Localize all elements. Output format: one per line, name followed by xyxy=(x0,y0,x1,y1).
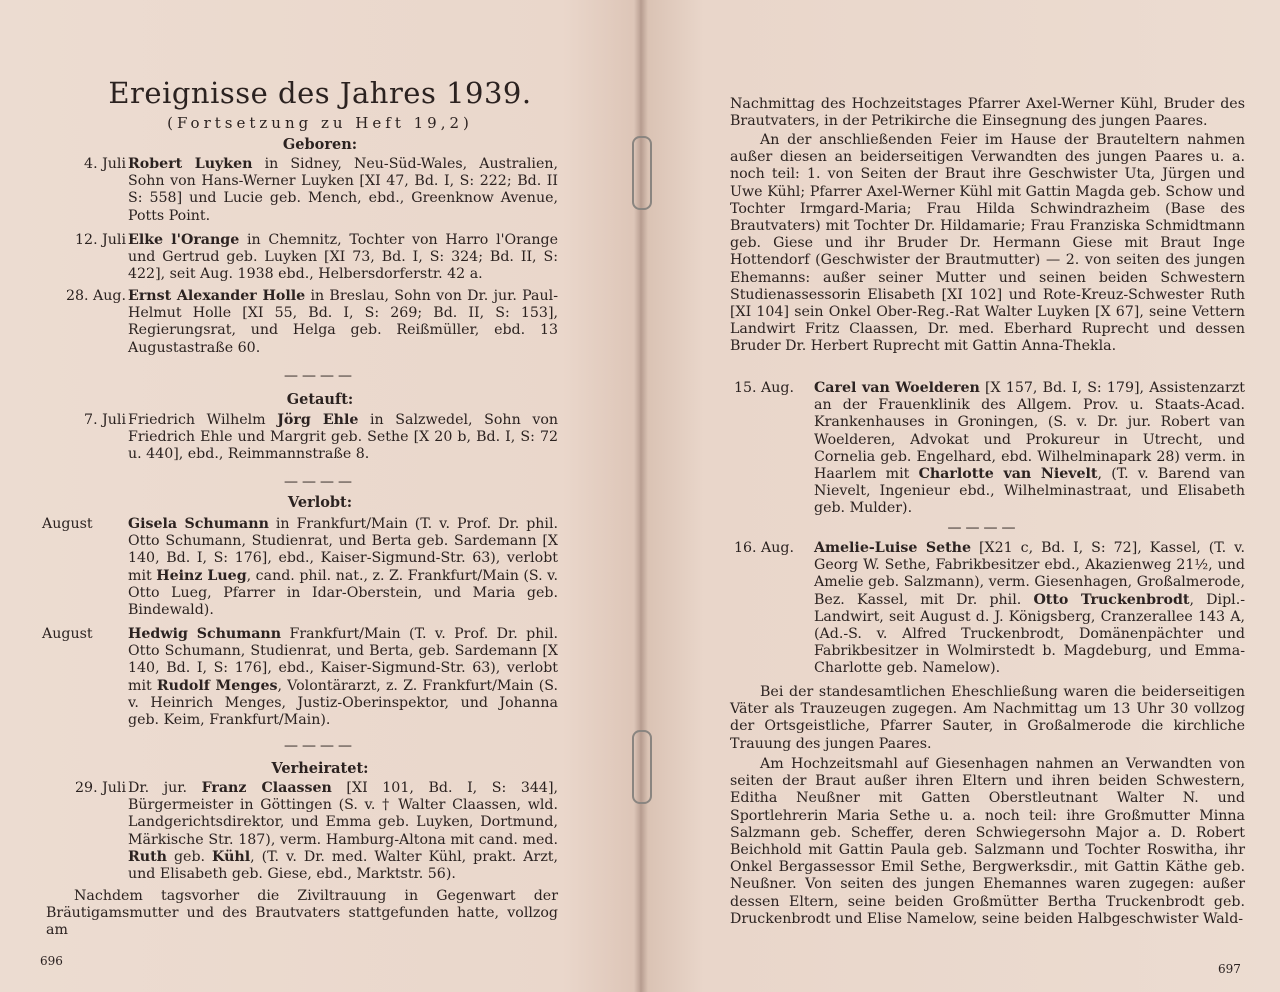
entry-name: Jörg Ehle xyxy=(277,412,359,428)
entry-birth-robert-luyken xyxy=(36,156,558,225)
entry-date: 16. Aug. xyxy=(733,540,794,556)
entry-name-partner: Rudolf Menges xyxy=(156,677,278,694)
entry-text-partner: , (T. v. Dr. med. Walter Kühl, prakt. Arzt, und Elisabeth geb. Giese, ebd., Marktstr. 56). xyxy=(128,848,559,883)
entry-name: Hedwig Schumann xyxy=(128,626,282,642)
page-number-left: 696 xyxy=(40,954,63,968)
entry-text: [X 157, Bd. I, S: 179], Assistenzarzt an der Frauenklinik des Allgem. Prov. u. Staats-Acad. Krankenhauses in Groningen, (S. v. Dr. jur. Robert van Woelderen, Advokat und Prokureur in Utrecht, und Cornelia geb. Engelhard, ebd. Wilhelminapark 28) verm. in Haarlem mit xyxy=(814,380,1245,483)
page-number-right: 697 xyxy=(1218,962,1241,976)
section-divider: ———— xyxy=(284,738,356,754)
paragraph-church-blessing: Nachmittag des Hochzeitstages Pfarrer Axel-Werner Kühl, Bruder des Brautvaters, in der Petrikirche die Einsegnung des jungen Paares. xyxy=(730,96,1245,130)
entry-prefix: Friedrich Wilhelm xyxy=(128,412,278,428)
closing-paragraph: Nachdem tagsvorher die Ziviltrauung in Gegenwart der Bräutigamsmutter und des Brautvaters stattgefunden hatte, vollzog am xyxy=(46,888,558,939)
entry-name: Franz Claassen xyxy=(201,780,332,796)
entry-name: Carel van Woelderen xyxy=(814,380,980,396)
entry-text: in Chemnitz, Tochter von Harro l'Orange und Gertrud geb. Luyken [XI 73, Bd. I, S: 324; Bd. II, S: 422], seit Aug. 1938 ebd., Helbersdorferstr. 42 a. xyxy=(128,232,559,283)
entry-name-partner: Otto Truckenbrodt xyxy=(1033,591,1190,608)
entry-text: in Breslau, Sohn von Dr. jur. Paul-Helmut Holle [XI 55, Bd. I, S: 269; Bd. II, S: 153], Regierungsrat, und Helga geb. Reißmüller, ebd. 13 Augustastraße 60. xyxy=(128,288,558,356)
entry-date: 15. Aug. xyxy=(733,380,794,396)
entry-date: 28. Aug. xyxy=(65,288,126,304)
entry-text: Frankfurt/Main (T. v. Prof. Dr. phil. Otto Schumann, Studienrat, und Berta, geb. Sardemann [X 140, Bd. I, S: 176], ebd., Kaiser-Sigmund-Str. 63), verlobt mit xyxy=(128,626,558,694)
section-divider: ———— xyxy=(284,368,356,384)
page-subtitle: (Fortsetzung zu Heft 19,2) xyxy=(167,114,473,132)
entry-date: 12. Juli xyxy=(75,232,126,248)
staple-bottom xyxy=(632,730,652,804)
entry-text: in Sidney, Neu-Süd-Wales, Australien, Sohn von Hans-Werner Luyken [XI 47, Bd. I, S: 222; Bd. II S: 558] und Lucie geb. Mench, ebd., Greenknow Avenue, Potts Point. xyxy=(128,156,558,224)
entry-text: [XI 101, Bd. I, S: 344], Bürgermeister in Göttingen (S. v. † Walter Claassen, wld. Landgerichtsdirektor, und Emma geb. Luyken, Dortmund, Märkische Str. 187), verm. Hamburg-Altona mit cand. med. xyxy=(128,780,558,848)
entry-marriage-franz-claassen xyxy=(36,780,558,883)
entry-body xyxy=(128,780,558,883)
entry-text-partner: , Volontärarzt, z. Z. Frankfurt/Main (S. v. Heinrich Menges, Justiz-Oberinspektor, und Johanna geb. Keim, Frankfurt/Main). xyxy=(128,677,559,729)
entry-name-partner-surname: Kühl xyxy=(212,848,251,865)
entry-name: Amelie-Luise Sethe xyxy=(814,540,972,556)
entry-date: 7. Juli xyxy=(84,412,126,428)
section-divider: ———— xyxy=(284,474,356,490)
section-heading-verlobt: Verlobt: xyxy=(287,494,353,511)
paragraph-wedding-meal-guests: Am Hochzeitsmahl auf Giesenhagen nahmen an Verwandten von seiten der Braut außer ihren Eltern und ihren beiden Schwestern, Editha Neußner mit Gatten Oberstleutnant Walter N. und Sportlehrerin Maria Sethe u. a. noch teil: ihre Großmutter Minna Salzmann geb. Scheffer, deren Schwiegersohn Major a. D. Robert Beichhold mit Gattin Paula geb. Salzmann und Tochter Roswitha, ihr Onkel Bergassessor Emil Sethe, Bergwerksdir., mit Gattin Käthe geb. Neußner. Von seiten des jungen Ehemannes waren zugegen: außer dessen Eltern, seine beiden Großmütter Bertha Truckenbrodt geb. Druckenbrodt und Elise Namelow, seine beiden Halbgeschwister Wald- xyxy=(730,756,1245,927)
entry-marriage-carel-van-woelderen xyxy=(722,380,1245,518)
entry-date: August xyxy=(42,516,93,532)
entry-date: 29. Juli xyxy=(75,780,126,796)
entry-body xyxy=(814,380,1245,518)
entry-baptism-joerg-ehle xyxy=(36,412,558,464)
entry-text-mid: geb. xyxy=(166,848,213,865)
staple-top xyxy=(632,136,652,210)
entry-text: in Frankfurt/Main (T. v. Prof. Dr. phil. Otto Schumann, Studienrat, und Berta geb. Sardemann [X 140, Bd. I, S: 176], ebd., Kaiser-Sigmund-Str. 63), verlobt mit xyxy=(128,516,559,584)
paragraph-celebration-guests: An der anschließenden Feier im Hause der Brauteltern nahmen außer diesen an beiderseitigen Verwandten des jungen Paares u. a. noch teil: 1. von Seiten der Braut ihre Geschwister Uta, Jürgen und Uwe Kühl; Pfarrer Axel-Werner Kühl mit Gattin Magda geb. Schow und Tochter Irmgard-Maria; Frau Hilda Schwindrazheim (Base des Brautvaters) mit Tochter Dr. Hildamarie; Frau Franziska Schmidtmann geb. Giese und ihr Bruder Dr. Hermann Giese mit Braut Inge Hottendorf (Geschwister der Brautmutter) — 2. von seiten des jungen Ehemanns: außer seiner Mutter und seinen beiden Schwestern Studienassessorin Elisabeth [XI 102] und Rote-Kreuz-Schwester Ruth [XI 104] sein Onkel Ober-Reg.-Rat Walter Luyken [X 67], seine Vettern Landwirt Fritz Claassen, Dr. med. Eberhard Ruprecht und dessen Bruder Dr. Herbert Ruprecht mit Gattin Anna-Thekla. xyxy=(730,132,1245,355)
entry-text: [X21 c, Bd. I, S: 72], Kassel, (T. v. Georg W. Sethe, Fabrikbesitzer ebd., Akazienweg 21½, und Amelie geb. Salzmann), verm. Giesenhagen, Großalmerode, Bez. Kassel, mit Dr. phil. xyxy=(814,540,1245,608)
section-heading-geboren: Geboren: xyxy=(282,136,358,153)
entry-engagement-gisela-schumann xyxy=(36,516,558,619)
entry-name-partner: Charlotte van Nievelt xyxy=(918,466,1098,483)
paragraph-civil-ceremony: Bei der standesamtlichen Eheschließung waren die beiderseitigen Väter als Trauzeugen zugegen. Am Nachmittag um 13 Uhr 30 vollzog der Ortsgeistliche, Pfarrer Sauter, in Großalmerode die kirchliche Trauung des jungen Paares. xyxy=(730,684,1245,752)
entry-text: in Salzwedel, Sohn von Friedrich Ehle und Margrit geb. Sethe [X 20 b, Bd. I, S: 72 u. 440], ebd., Reimmannstraße 8. xyxy=(128,412,559,463)
entry-name: Gisela Schumann xyxy=(128,516,269,532)
entry-date: 4. Juli xyxy=(84,156,126,172)
entry-body xyxy=(128,516,558,619)
section-heading-verheiratet: Verheiratet: xyxy=(271,760,369,777)
entry-name-partner: Heinz Lueg xyxy=(156,567,247,584)
entry-prefix: Dr. jur. xyxy=(128,780,202,796)
entry-text-partner: , (T. v. Barend van Nievelt, Ingenieur ebd., Wilhelminastraat, und Elisabeth geb. Mulder). xyxy=(814,466,1245,517)
entry-text-partner: , Dipl.-Landwirt, seit August d. J. Königsberg, Cranzerallee 143 A, (Ad.-S. v. Alfred Truckenbrodt, Domänenpächter und Fabrikbesitzer in Wolmirstedt b. Magdeburg, und Emma-Charlotte geb. Namelow). xyxy=(814,591,1245,677)
entry-body xyxy=(128,412,558,464)
entry-date: August xyxy=(42,626,93,642)
entry-name: Elke l'Orange xyxy=(128,232,240,248)
entry-birth-elke-lorange xyxy=(36,232,558,284)
entry-engagement-hedwig-schumann xyxy=(36,626,558,729)
entry-birth-ernst-holle xyxy=(36,288,558,357)
entry-body xyxy=(128,288,558,357)
entry-name-partner: Ruth xyxy=(128,848,167,865)
section-heading-getauft: Getauft: xyxy=(286,391,354,408)
entry-name: Robert Luyken xyxy=(128,156,253,172)
entry-body xyxy=(128,626,558,729)
entry-body xyxy=(128,156,558,225)
page-title: Ereignisse des Jahres 1939. xyxy=(108,76,532,110)
entry-body xyxy=(128,232,558,284)
section-divider: ———— xyxy=(947,520,1020,536)
entry-text-partner: , cand. phil. nat., z. Z. Frankfurt/Main (S. v. Otto Lueg, Pfarrer in Idar-Oberstein, und Maria geb. Bindewald). xyxy=(128,567,559,619)
entry-name: Ernst Alexander Holle xyxy=(128,288,306,304)
entry-body xyxy=(814,540,1245,678)
entry-marriage-amelie-luise-sethe xyxy=(722,540,1245,678)
